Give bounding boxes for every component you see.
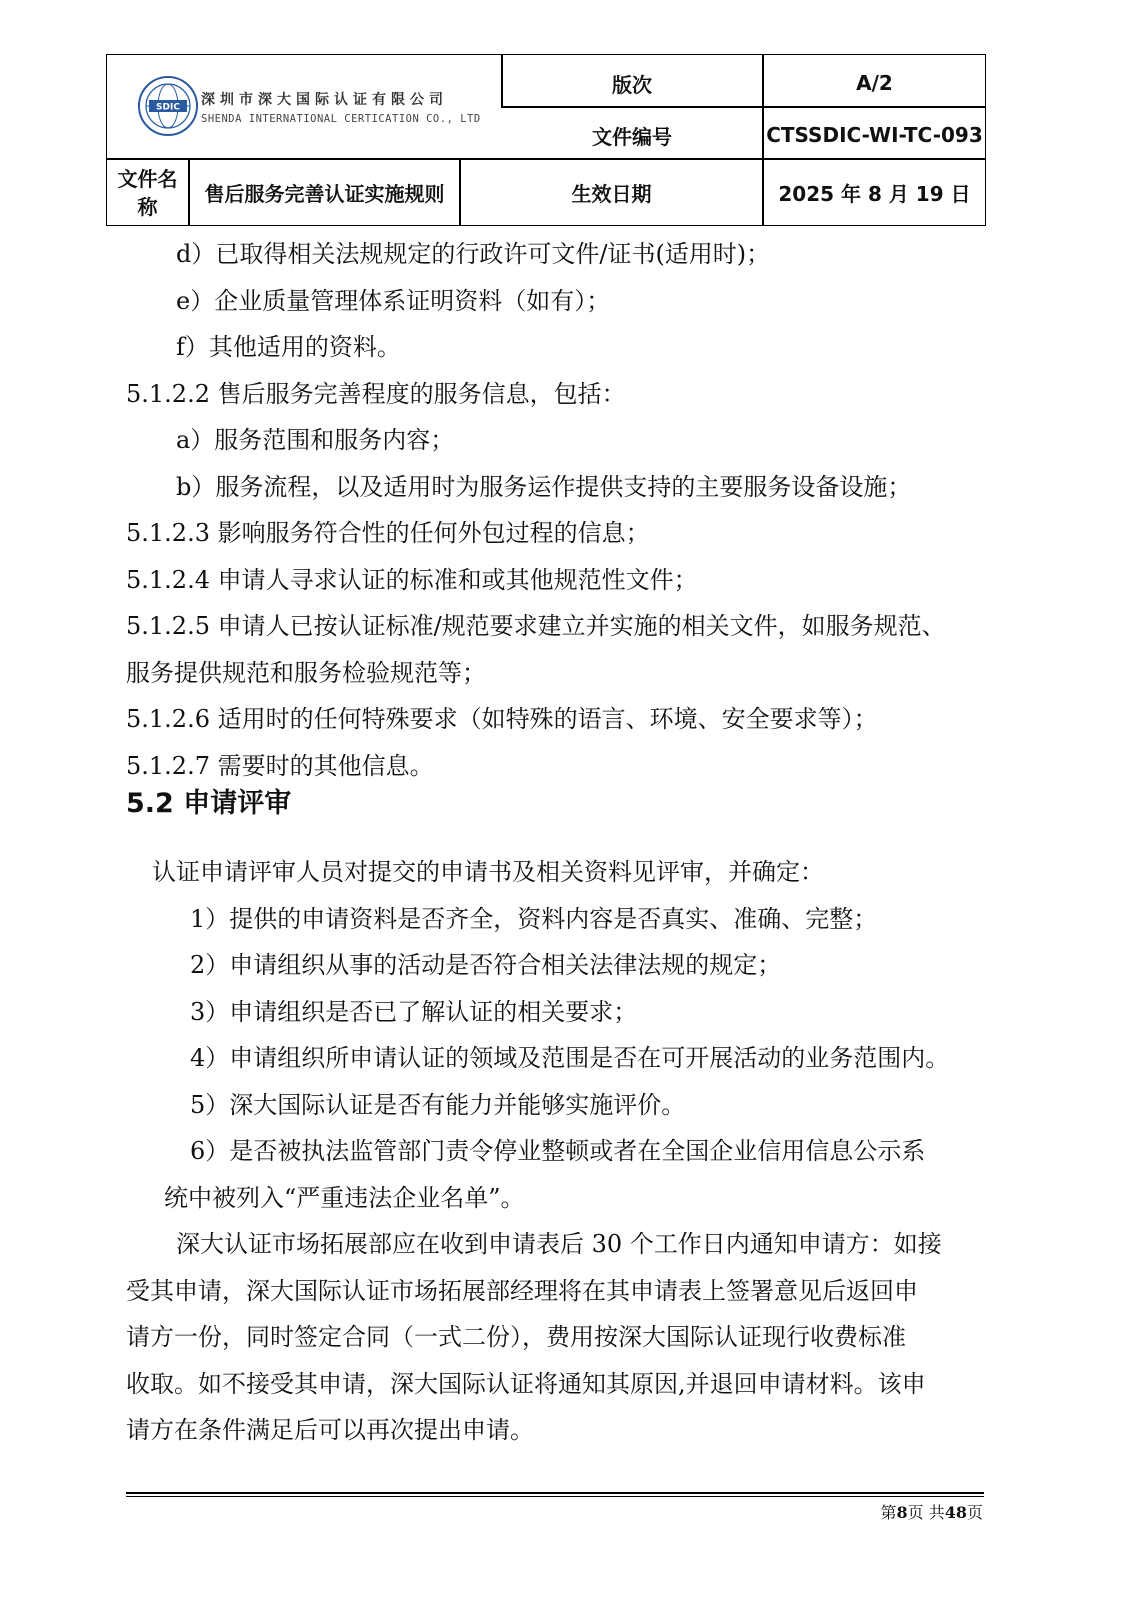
document-header-table (106, 54, 986, 226)
text-line: 5.1.2.2 售后服务完善程度的服务信息，包括： (126, 380, 626, 408)
text-line: d）已取得相关法规规定的行政许可文件/证书(适用时)； (176, 240, 771, 268)
text-line: 5.1.2.5 申请人已按认证标准/规范要求建立并实施的相关文件，如服务规范、 (126, 612, 946, 640)
company-name-cn: 深圳市深大国际认证有限公司 (201, 92, 448, 108)
total-pages: 48 (944, 1503, 967, 1522)
current-page: 8 (896, 1503, 908, 1522)
text-line: 认证申请评审人员对提交的申请书及相关资料见评审，并确定： (152, 858, 824, 886)
company-name-en: SHENDA INTERNATIONAL CERTICATION CO., LTD (201, 113, 481, 125)
text-line: 5.1.2.3 影响服务符合性的任何外包过程的信息； (126, 519, 650, 547)
company-seal-icon (137, 75, 199, 137)
list-item: 统中被列入“严重违法企业名单”。 (164, 1184, 525, 1212)
list-item: 6）是否被执法监管部门责令停业整顿或者在全国企业信用信息公示系 (190, 1137, 926, 1165)
footer-rule (126, 1496, 984, 1497)
page-number: 第8页 共48页 (880, 1503, 983, 1522)
text-line: 受其申请，深大国际认证市场拓展部经理将在其申请表上签署意见后返回申 (126, 1277, 918, 1305)
text-line: 服务提供规范和服务检验规范等； (126, 659, 486, 687)
text-line: a）服务范围和服务内容； (176, 426, 455, 454)
text-line: e）企业质量管理体系证明资料（如有）； (176, 287, 611, 315)
list-item: 3）申请组织是否已了解认证的相关要求； (190, 998, 638, 1026)
text-line: 收取。如不接受其申请，深大国际认证将通知其原因,并退回申请材料。该申 (126, 1370, 926, 1398)
text-line: 5.1.2.6 适用时的任何特殊要求（如特殊的语言、环境、安全要求等）； (126, 705, 878, 733)
text-line: f）其他适用的资料。 (176, 333, 401, 361)
docname-value: 售后服务完善认证实施规则 (204, 182, 445, 206)
docname-label (107, 160, 188, 225)
version-label: 版次 (612, 72, 652, 97)
text-line: b）服务流程，以及适用时为服务运作提供支持的主要服务设备设施； (176, 473, 912, 501)
version-value: A/2 (856, 71, 893, 95)
docname-label-line2: 称 (137, 194, 158, 219)
text-line: 5.1.2.4 申请人寻求认证的标准和或其他规范性文件； (126, 566, 698, 594)
effective-date-value: 2025 年 8 月 19 日 (778, 182, 971, 206)
list-item: 5）深大国际认证是否有能力并能够实施评价。 (190, 1091, 686, 1119)
text-line: 请方一份，同时签定合同（一式二份），费用按深大国际认证现行收费标准 (126, 1323, 906, 1351)
footer-rule (126, 1492, 984, 1494)
docno-value: CTSSDIC-WI-TC-093 (766, 123, 983, 147)
text-line: 请方在条件满足后可以再次提出申请。 (126, 1416, 534, 1444)
section-title: 5.2 申请评审 (126, 788, 292, 819)
list-item: 1）提供的申请资料是否齐全，资料内容是否真实、准确、完整； (190, 905, 878, 933)
docno-label: 文件编号 (592, 124, 672, 149)
svg-text:SDIC: SDIC (156, 102, 180, 113)
text-line: 深大认证市场拓展部应在收到申请表后 30 个工作日内通知申请方：如接 (176, 1230, 942, 1258)
list-item: 2）申请组织从事的活动是否符合相关法律法规的规定； (190, 951, 782, 979)
effective-date-label: 生效日期 (571, 182, 652, 206)
company-logo (137, 75, 507, 147)
list-item: 4）申请组织所申请认证的领域及范围是否在可开展活动的业务范围内。 (190, 1044, 950, 1072)
docname-label-line1: 文件名 (117, 166, 178, 191)
text-line: 5.1.2.7 需要时的其他信息。 (126, 752, 434, 780)
